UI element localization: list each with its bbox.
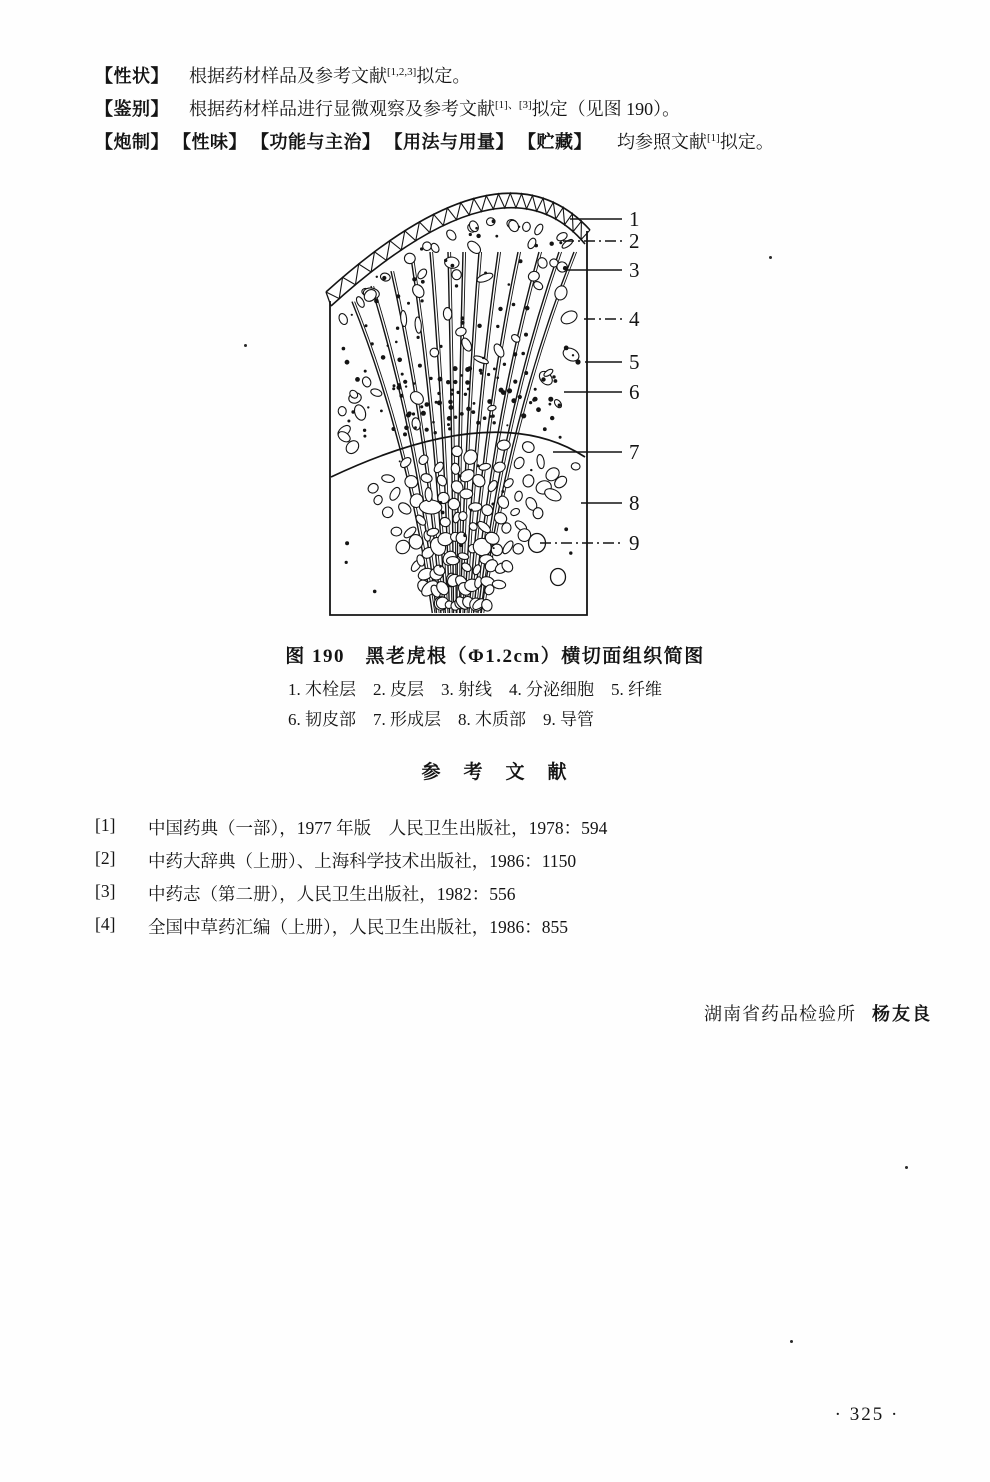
section-label-paozhi: 【炮制】 xyxy=(95,132,169,152)
legend-item: 8. 木质部 xyxy=(458,710,526,729)
legend-item: 2. 皮层 xyxy=(373,680,424,699)
callout-number-8: 8 xyxy=(629,491,640,515)
section-label-zhucang: 【贮藏】 xyxy=(527,132,592,152)
legend-item: 7. 形成层 xyxy=(373,710,441,729)
reference-number: [3] xyxy=(95,881,116,901)
attribution-author: 杨友良 xyxy=(872,1004,932,1024)
scan-speck xyxy=(905,1166,908,1169)
multi-citation: [1] xyxy=(707,132,720,144)
reference-item xyxy=(95,881,895,914)
line-jianbie xyxy=(95,93,935,126)
callout-number-3: 3 xyxy=(629,258,640,282)
multi-tail: 拟定。 xyxy=(719,132,774,152)
legend-item: 1. 木栓层 xyxy=(288,680,356,699)
reference-item xyxy=(95,848,895,881)
xingzhuang-text: 根据药材样品及参考文献 xyxy=(189,66,387,86)
callout-number-4: 4 xyxy=(629,307,640,331)
section-label-yongfa: 【用法与用量】 xyxy=(393,132,514,152)
scan-speck xyxy=(769,256,772,259)
line-multi-sections xyxy=(95,126,935,159)
xingzhuang-citation: [1,2,3] xyxy=(387,66,417,78)
references-list xyxy=(95,815,895,947)
callout-number-5: 5 xyxy=(629,350,640,374)
page-number: · 325 · xyxy=(834,1404,900,1425)
jianbie-text: 根据药材样品进行显微观察及参考文献 xyxy=(189,99,495,119)
jianbie-citation: [1]、[3] xyxy=(495,99,532,111)
reference-item xyxy=(95,914,895,947)
reference-text: 全国中草药汇编（上册），人民卫生出版社，1986：855 xyxy=(148,917,568,937)
section-label-jianbie: 【鉴别】 xyxy=(95,99,169,119)
scan-speck xyxy=(244,344,247,347)
figure-legend-row2 xyxy=(288,705,594,730)
figure-legend-row1 xyxy=(288,675,662,700)
section-label-xingwei: 【性味】 xyxy=(182,132,247,152)
scan-speck xyxy=(790,1340,793,1343)
callout-number-9: 9 xyxy=(629,531,640,555)
attribution-line xyxy=(704,1000,932,1026)
root-cross-section-figure xyxy=(300,180,680,635)
callout-number-2: 2 xyxy=(629,229,640,253)
reference-text: 中药大辞典（上册）、上海科学技术出版社，1986：1150 xyxy=(148,851,577,871)
attribution-institute: 湖南省药品检验所 xyxy=(704,1004,856,1024)
reference-item xyxy=(95,815,895,848)
legend-item: 4. 分泌细胞 xyxy=(509,680,594,699)
reference-text: 中药志（第二册），人民卫生出版社，1982：556 xyxy=(148,884,516,904)
reference-number: [1] xyxy=(95,815,116,835)
line-xingzhuang xyxy=(95,60,935,93)
references-heading: 参 考 文 献 xyxy=(421,762,569,783)
figure-caption: 图 190 黑老虎根（Φ1.2cm）横切面组织简图 xyxy=(285,646,705,667)
multi-text: 均参照文献 xyxy=(617,132,707,152)
legend-item: 9. 导管 xyxy=(543,710,594,729)
callout-number-7: 7 xyxy=(629,440,640,464)
reference-number: [4] xyxy=(95,914,116,934)
monograph-head xyxy=(95,60,935,159)
section-label-xingzhuang: 【性状】 xyxy=(95,66,169,86)
section-label-gongneng: 【功能与主治】 xyxy=(260,132,381,152)
reference-number: [2] xyxy=(95,848,116,868)
xingzhuang-tail: 拟定。 xyxy=(416,66,471,86)
reference-text: 中国药典（一部），1977 年版 人民卫生出版社，1978：594 xyxy=(148,818,608,838)
callout-number-6: 6 xyxy=(629,380,640,404)
legend-item: 6. 韧皮部 xyxy=(288,710,356,729)
legend-item: 3. 射线 xyxy=(441,680,492,699)
jianbie-tail: 拟定（见图 190）。 xyxy=(531,99,681,119)
callout-number-1: 1 xyxy=(629,207,640,231)
legend-item: 5. 纤维 xyxy=(611,680,662,699)
